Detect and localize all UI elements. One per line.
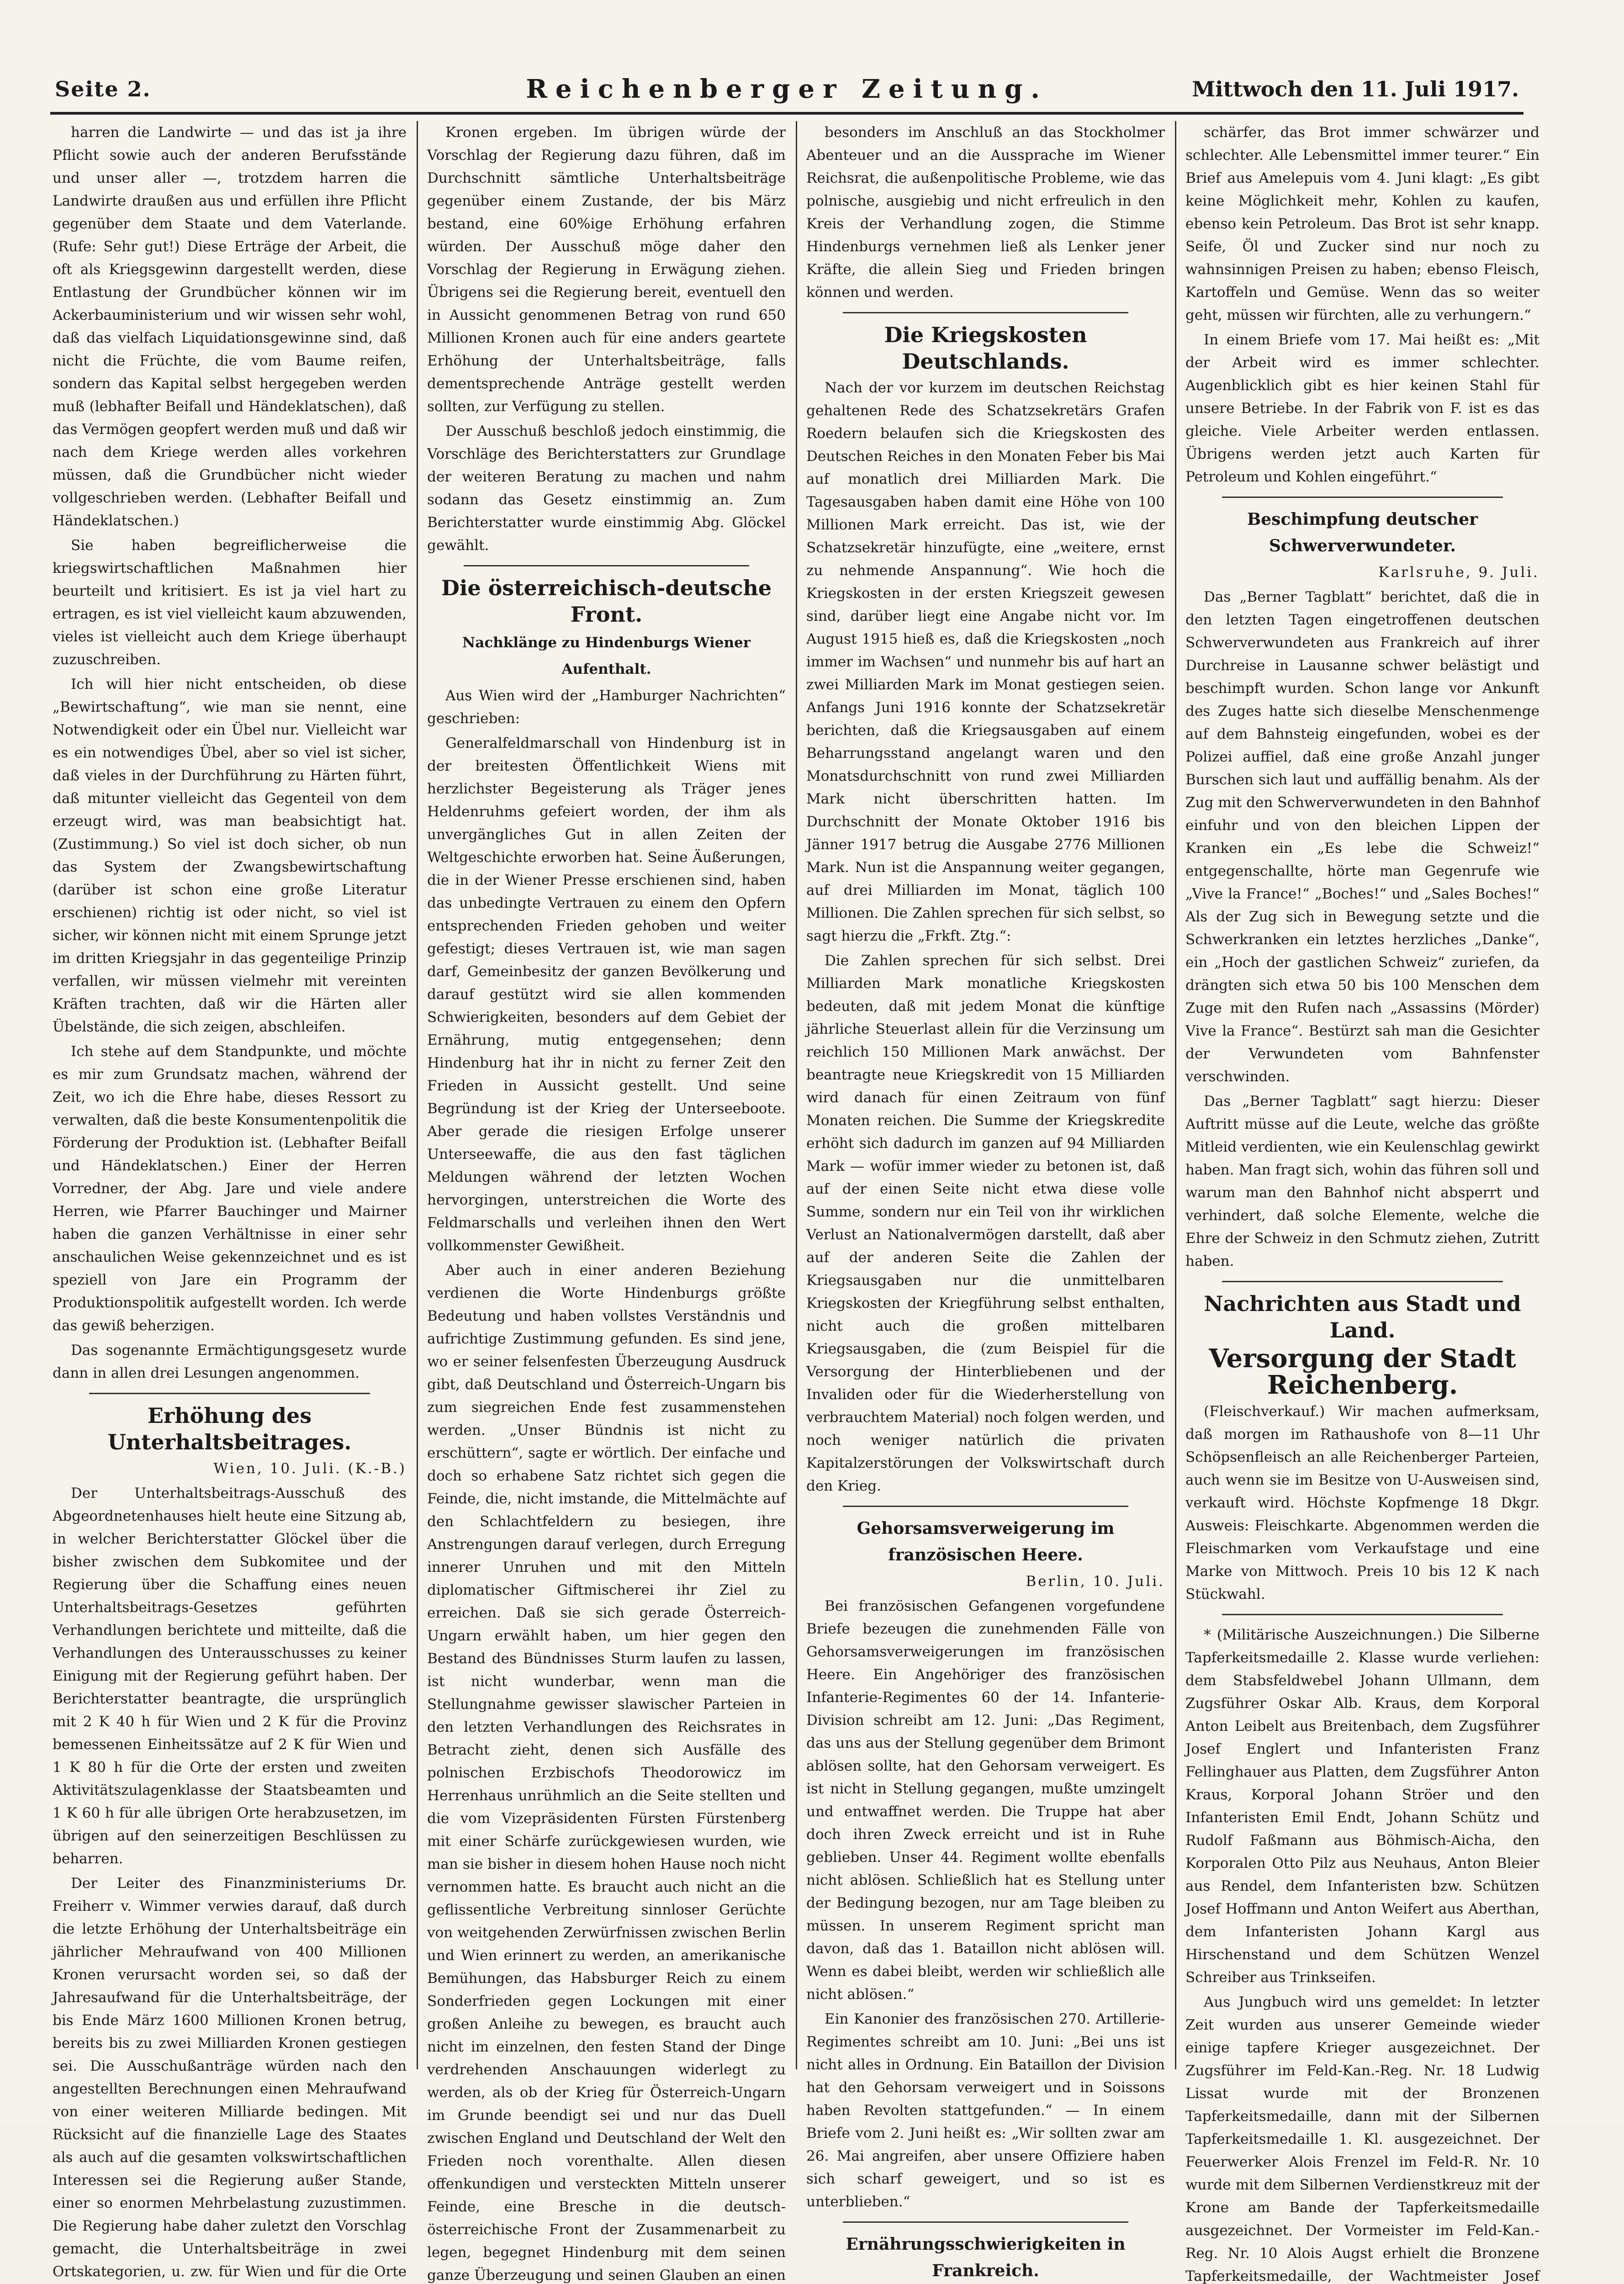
paragraph: In einem Briefe vom 17. Mai heißt es: „Mit der Arbeit wird es immer schlechter. Augenblicklich gibt es hier keinen Stahl für unsere Betriebe. In der Fabrik von F. ist es das gleiche. Viele Arbeiter werden entlassen. Übrigens werden jetzt auch Karten für Petroleum und Kohlen eingeführt.“ [1185,332,1539,485]
column-1 [53,121,407,2280]
column-rule [1175,121,1176,2069]
column-2 [427,121,786,2284]
divider [89,1393,370,1394]
paragraph: Das „Berner Tagblatt“ berichtet, daß die in den letzten Tagen eingetroffenen deutschen Schwerverwundeten aus Frankreich auf ihrer Durchreise in Lausanne schwer belästigt und beschimpft wurden. Schon lange vor Ankunft des Zuges hatte sich dieselbe Menschenmenge auf dem Bahnsteig eingefunden, wobei es der Polizei auffiel, daß eine große Anzahl junger Burschen sich laut und auffällig benahm. Als der Zug mit den Schwerverwundeten in den Bahnhof einfuhr und von den bleichen Lippen der Kranken ein „Es lebe die Schweiz!“ entgegenschallte, hörte man Gegenrufe wie „Vive la France!“ „Boches!“ und „Sales Boches!“ Als der Zug sich in Bewegung setzte und die Schwerkranken ein letztes herzliches „Danke“, ein „Hoch der gastlichen Schweiz“ zuriefen, da drängten sich etwa 50 bis 100 Menschen dem Zuge mit den Rufen nach „Assassins (Mörder) Vive la France“. Bestürzt sah man die Gesichter der Verwundeten vom Bahnfenster verschwinden. [1185,589,1539,1085]
article-title: Die Kriegskosten Deutschlands. [884,323,1087,374]
paragraph: Generalfeldmarschall von Hindenburg ist in der breitesten Öffentlichkeit Wiens mit herzlichster Begeisterung als Träger jenes Heldenruhms gefeiert worden, der ihm als unvergängliches Gut in allen Zeiten der Weltgeschichte erworben hat. Seine Äußerungen, die in der Wiener Presse erschienen sind, haben das unbedingte Vertrauen zu einem den Opfern entsprechenden Frieden gehoben und weiter gefestigt; dieses Vertrauen ist, wie man sagen darf, Gemeinbesitz der ganzen Bevölkerung und darauf gestützt wird sie allen kommenden Schwierigkeiten, besonders auf dem Gebiet der Ernährung, mutig entgegensehen; denn Hindenburg hat ihr in nicht zu ferner Zeit den Frieden in Aussicht gestellt. Und seine Begründung ist der Krieg der Unterseeboote. Aber gerade die riesigen Erfolge unserer Unterseewaffe, die aus den fast täglichen Meldungen während der letzten Wochen hervorgingen, unterstreichen die Worte des Feldmarschalls und verleihen ihnen den Wert vollkommenster Gewißheit. [427,735,786,1254]
article-dateline: Wien, 10. Juli. (K.-B.) [213,1460,407,1477]
paragraph: Nach der vor kurzem im deutschen Reichstag gehaltenen Rede des Schatzsekretärs Grafen Roedern belaufen sich die Kriegskosten des Deutschen Reiches in den Monaten Feber bis Mai auf monatlich drei Milliarden Mark. Die Tagesausgaben haben damit eine Höhe von 100 Millionen Mark erreicht. Das ist, wie der Schatzsekretär hinzufügte, eine „weitere, ernst zu nehmende Anspannung“. Wie hoch die Kriegskosten in der ersten Kriegszeit gewesen sind, darüber liegt eine Angabe nicht vor. Im August 1915 hieß es, daß die Kriegskosten „noch immer im Wachsen“ und nunmehr bis auf hart an zwei Milliarden Mark im Monat gestiegen seien. Anfangs Juni 1916 konnte der Schatzsekretär berichten, daß die Kriegsausgaben auf einem Beharrungsstand angelangt waren und den Monatsdurchschnitt von rund zwei Milliarden Mark nicht überschritten hatten. Im Durchschnitt der Monate Oktober 1916 bis Jänner 1917 betrug die Ausgabe 2776 Millionen Mark. Nun ist die Anspannung weiter gegangen, auf drei Milliarden im Monat, täglich 100 Millionen. Die Zahlen sprechen für sich selbst, so sagt hierzu die „Frkft. Ztg.“: [806,380,1165,944]
paragraph: Der Leiter des Finanzministeriums Dr. Freiherr v. Wimmer verwies darauf, daß durch die letzte Erhöhung der Unterhaltsbeiträge ein jährlicher Mehraufwand von 400 Millionen Kronen verursacht worden sei, so daß der Jahresaufwand für die Unterhaltsbeiträge, der bis Ende März 1600 Millionen Kronen betrug, bereits bis zu zwei Milliarden Kronen gestiegen sei. Die Ausschußanträge würden nach den angestellten Berechnungen einen Mehraufwand von einer weiteren Milliarde bedingen. Mit Rücksicht auf die finanzielle Lage des Staates als auch auf die gesamten volkswirtschaftlichen Interessen sei die Regierung außer Stande, einer so enormen Mehrbelastung zuzustimmen. Die Regierung habe daher zuletzt den Vorschlag gemacht, die Unterhaltsbeiträge in zwei Ortskategorien, u. zw. für Wien und für die Orte [53,1875,407,2280]
paragraph: schärfer, das Brot immer schwärzer und schlechter. Alle Lebensmittel immer teurer.“ Ein Brief aus Amelepuis vom 4. Juni klagt: „Es gibt keine Möglichkeit mehr, Kohlen zu kaufen, ebenso kein Petroleum. Das Brot ist sehr knapp. Seife, Öl und Zucker sind nur noch zu wahnsinnigen Preisen zu haben; ebenso Fleisch, Kartoffeln und Gemüse. Wenn das so weiter geht, müssen wir fürchten, alle zu verhungern.“ [1185,124,1539,323]
divider [1222,1614,1503,1615]
column-4 [1185,121,1539,2284]
divider [843,2221,1128,2223]
article-title: Gehorsamsverweigerung im französischen Heere. [857,1519,1115,1565]
paragraph: * (Militärische Auszeichnungen.) Die Silberne Tapferkeitsmedaille 2. Klasse wurde verliehen: dem Stabsfeldwebel Johann Ullmann, dem Zugsführer Oskar Alb. Kraus, dem Korporal Anton Leibelt aus Breitenbach, dem Zugsführer Josef Englert und Infanteristen Franz Fellinghauer aus Platten, dem Zugsführer Anton Kraus, Korporal Johann Ströer und den Infanteristen Emil Endt, Johann Schütz und Rudolf Faßmann aus Böhmisch-Aicha, den Korporalen Otto Pilz aus Neuhaus, Anton Bleier aus Rendel, dem Infanteristen bzw. Schützen Josef Hoffmann und Anton Weifert aus Aberthan, dem Infanteristen Johann Kargl aus Hirschenstand und dem Schützen Wenzel Schreiber aus Trinkseifen. [1185,1627,1539,1986]
article-title: Die österreichisch-deutsche Front. [441,576,772,627]
paragraph: Kronen ergeben. Im übrigen würde der Vorschlag der Regierung dazu führen, daß im Durchschnitt sämtliche Unterhaltsbeiträge gegenüber einem Zustande, der bis März bestand, eine 60%ige Erhöhung erfahren würden. Der Ausschuß möge daher den Vorschlag der Regierung in Erwägung ziehen. Übrigens sei die Regierung bereit, eventuell den in Aussicht genommenen Betrag von rund 650 Millionen Kronen auch für eine anders geartete Erhöhung der Unterhaltsbeiträge, falls dementsprechende Anträge gestellt werden sollten, zur Verfügung zu stellen. [427,124,786,415]
paragraph: harren die Landwirte — und das ist ja ihre Pflicht sowie auch der anderen Berufsstände und unser aller —, trotzdem harren die Landwirte draußen aus und erfüllen ihre Pflicht gegenüber dem Staate und dem Vaterlande. (Rufe: Sehr gut!) Diese Erträge der Arbeit, die oft als Kriegsgewinn dargestellt werden, diese Entlastung der Grundbücher können wir im Ackerbauministerium und wir wissen sehr wohl, daß das vielfach Liquidationsgewinne sind, daß nicht die Früchte, die vom Baume reifen, sondern das Kapital selbst hergegeben werden muß (lebhafter Beifall und Händeklatschen), daß das Vermögen geopfert werden muß und daß wir nach dem Kriege werden alles vorkehren müssen, daß die Grundbücher nicht wieder vollgeschrieben werden. (Lebhafter Beifall und Händeklatschen.) [53,124,407,529]
page-header [50,69,1523,115]
article-title: Beschimpfung deutscher Schwerverwundeter. [1247,510,1478,555]
paragraph: besonders im Anschluß an das Stockholmer Abenteuer und an die Aussprache im Wiener Reichsrat, die außenpolitische Probleme, wie das polnische, ausgiebig und nicht erfreulich in den Kreis der Verhandlung zogen, die Stimme Hindenburgs vernehmen ließ als Lenker jener Kräfte, die allein Sieg und Frieden bringen können und werden. [806,124,1165,301]
paragraph: Aus Jungbuch wird uns gemeldet: In letzter Zeit wurden aus unserer Gemeinde wieder einige tapfere Krieger ausgezeichnet. Der Zugsführer im Feld-Kan.-Reg. Nr. 18 Ludwig Lissat wurde mit der Bronzenen Tapferkeitsmedaille, dann mit der Silbernen Tapferkeitsmedaille 1. Kl. ausgezeichnet. Der Feuerwerker Alois Frenzel im Feld-R. Nr. 10 wurde mit dem Silbernen Verdienstkreuz mit der Krone am Bande der Tapferkeitsmedaille ausgezeichnet. Der Vormeister im Feld-Kan.-Reg. Nr. 10 Alois Augst erhielt die Bronzene Tapferkeitsmedaille, der Wachtmeister Josef [1185,1994,1539,2284]
column-3 [806,121,1165,2280]
article-dateline: Karlsruhe, 9. Juli. [1378,564,1539,581]
issue-date: Mittwoch den 11. Juli 1917. [1192,77,1519,101]
article-title: Ernährungsschwierigkeiten in Frankreich. [846,2235,1126,2280]
page-number: Seite 2. [55,77,151,101]
paragraph: (Fleischverkauf.) Wir machen aufmerksam, daß morgen im Rathaushofe von 8—11 Uhr Schöpsenfleisch an alle Reichenberger Parteien, auch wenn sie im Besitze von U-Ausweisen sind, verkauft wird. Höchste Kopfmenge 18 Dkgr. Ausweis: Fleischkarte. Abgenommen werden die Fleischmarken vom Verkaufstage und eine Marke von Mittwoch. Preis 10 bis 12 K nach Stückwahl. [1185,1403,1539,1602]
paragraph: Die Zahlen sprechen für sich selbst. Drei Milliarden Mark monatliche Kriegskosten bedeuten, daß mit jedem Monat die künftige jährliche Steuerlast allein für die Verzinsung um reichlich 150 Millionen Mark anwächst. Der beantragte neue Kriegskredit von 15 Milliarden wird danach für einen Zeitraum von fünf Monaten reichen. Die Summe der Kriegskredite erhöht sich dadurch im ganzen auf 94 Milliarden Mark — wofür immer wieder zu betonen ist, daß auf der einen Seite nicht etwa diese volle Summe, sondern nur ein Teil von ihr wirklichen Verlust an Nationalvermögen darstellt, daß aber auf der anderen Seite die Zahlen der Kriegsausgaben nur die unmittelbaren Kriegskosten der Kriegführung selbst enthalten, nicht auch die großen mittelbaren Kriegsausgaben, die (zum Beispiel für die Versorgung der Hinterbliebenen und der Invaliden oder für die Wiederherstellung von verbrauchtem Material) noch folgen werden, und noch weniger natürlich die privaten Kapitalzerstörungen der Volkswirtschaft durch den Krieg. [806,952,1165,1494]
paragraph: Aber auch in einer anderen Beziehung verdienen die Worte Hindenburgs größte Bedeutung und haben vollstes Verständnis und aufrichtige Zustimmung gefunden. Es sind jene, wo er seiner felsenfesten Überzeugung Ausdruck gibt, daß Deutschland und Österreich-Ungarn bis zum siegreichen Ende fest zusammenstehen werden. „Unser Bündnis ist nicht zu erschüttern“, sagte er wörtlich. Der einfache und doch so erhabene Satz richtet sich gegen die Feinde, die, nicht imstande, die Mittelmächte auf den Schlachtfeldern zu besiegen, ihre Anstrengungen darauf verlegen, durch Erregung innerer Unruhen und mit den Mitteln diplomatischer Giftmischerei ihr Ziel zu erreichen. Daß sie sich gerade Österreich-Ungarn erwählt haben, um hier gegen den Bestand des Bündnisses Sturm laufen zu lassen, ist nicht wunderbar, wenn man die Stellungnahme gewisser slawischer Parteien in den letzten Verhandlungen des Reichsrates in Betracht zieht, denen sich Ausfälle des polnischen Erzbischofs Theodorowicz im Herrenhaus unrühmlich an die Seite stellten und die vom Vizepräsidenten Fürsten Fürstenberg mit einer Schärfe zurückgewiesen wurden, wie man sie bisher in diesem hohen Hause noch nicht vernommen hatte. Es braucht auch nicht an die geflissentliche Verbreitung sinnloser Gerüchte von weitgehenden Zerwürfnissen zwischen Berlin und Wien erinnert zu werden, an amerikanische Bemühungen, das Habsburger Reich zu einem Sonderfrieden gegen Lockungen mit einer großen Anleihe zu bewegen, es braucht auch nicht im einzelnen, den festen Stand der Dinge verdrehenden Anschauungen widerlegt zu werden, als ob der Krieg für Österreich-Ungarn im Grunde beendigt sei und nur das Duell zwischen England und Deutschland der Welt den Frieden noch vorenthalte. Allen diesen offenkundigen und versteckten Mitteln unserer Feinde, eine Bresche in die deutsch-österreichische Front der Zusammenarbeit zu legen, begegnet Hindenburg mit dem seinen ganze Überzeugung und seinen Glauben an einen [427,1262,786,2284]
article-title: Versorgung der Stadt Reichenberg. [1209,1343,1516,1400]
paragraph: Aus Wien wird der „Hamburger Nachrichten“ geschrieben: [427,687,786,727]
paragraph: Ich will hier nicht entscheiden, ob diese „Bewirtschaftung“, wie man sie nennt, eine Notwendigkeit oder ein Übel nur. Vielleicht war es ein notwendiges Übel, aber so viel ist sicher, daß vieles in der Durchführung zu Härten führt, daß mitunter vielleicht das Gegenteil von dem erzeugt wird, was man beabsichtigt hat. (Zustimmung.) So viel ist doch sicher, ob nun das System der Zwangsbewirtschaftung (darüber ist schon eine große Literatur erschienen) richtig ist oder nicht, so viel ist sicher, wir können nicht mit einem Sprunge jetzt im dritten Kriegsjahr in das gegenteilige Prinzip verfallen, wir müssen vielmehr mit vereinten Kräften trachten, daß wir die Härten aller Übelstände, die sich zeigen, abschleifen. [53,676,407,1035]
paragraph: Das sogenannte Ermächtigungsgesetz wurde dann in allen drei Lesungen angenommen. [53,1342,407,1381]
paragraph: Der Unterhaltsbeitrags-Ausschuß des Abgeordnetenhauses hielt heute eine Sitzung ab, in welcher Berichterstatter Glöckel über die bisher zwischen dem Subkomitee und der Regierung über die Schaffung eines neuen Unterhaltsbeitrags-Gesetzes geführten Verhandlungen berichtete und mitteilte, daß die Verhandlungen des Unterausschusses zu keiner Einigung mit der Regierung geführt haben. Der Berichterstatter beantragte, die ursprünglich mit 2 K 40 h für Wien und 2 K für die Provinz bemessenen Einheitssätze auf 2 K für Wien und 1 K 80 h für die Orte der ersten und zweiten Aktivitätszulagenklasse der Staatsbeamten und 1 K 60 h für alle übrigen Orte herabzusetzen, im übrigen auf den seinerzeitigen Beschlüssen zu beharren. [53,1485,407,1867]
divider [843,312,1128,313]
divider [1222,1281,1503,1282]
paragraph: Ich stehe auf dem Standpunkte, und möchte es mir zum Grundsatz machen, während der Zeit, wo ich die Ehre habe, dieses Ressort zu verwalten, daß die beste Konsumentenpolitik die Förderung der Produktion ist. (Lebhafter Beifall und Händeklatschen.) Einer der Herren Vorredner, der Abg. Jare und viele andere Herren, wie Pfarrer Bauchinger und Mairner haben die ganzen Verhältnisse in einer sehr anschaulichen Weise gekennzeichnet und es ist speziell von Jare ein Programm der Produktionspolitik aufgestellt worden. Ich werde das gewiß beherzigen. [53,1043,407,1334]
paragraph: Sie haben begreiflicherweise die kriegswirtschaftlichen Maßnahmen hier beurteilt und kritisiert. Es ist ja viel hart zu ertragen, es ist viel vielleicht kaum abzuwenden, vieles ist vielleicht auch dem Kriege überhaupt zuzuschreiben. [53,537,407,668]
section-title: Nachrichten aus Stadt und Land. [1204,1291,1521,1343]
paragraph: Das „Berner Tagblatt“ sagt hierzu: Dieser Auftritt müsse auf die Leute, welche das größte Mitleid verdienten, wie ein Keulenschlag gewirkt haben. Man fragt sich, wohin das führen soll und warum man den Bahnhof nicht absperrt und verhindert, daß solche Elemente, welche die Ehre der Schweiz in den Schmutz ziehen, Zutritt haben. [1185,1093,1539,1269]
article-subtitle: Nachklänge zu Hindenburgs Wiener Aufenthalt. [462,634,751,677]
paragraph: Ein Kanonier des französischen 270. Artillerie-Regimentes schreibt am 10. Juni: „Bei uns ist nicht alles in Ordnung. Ein Bataillon der Division hat den Gehorsam verweigert und in Soissons haben Revolten stattgefunden.“ — In einem Briefe vom 2. Juni heißt es: „Wir sollten zwar am 26. Mai angreifen, aber unsere Offiziere haben sich scharf geweigert, und so ist es unterblieben.“ [806,2011,1165,2210]
column-rule [417,121,418,2069]
newspaper-title: Reichenberger Zeitung. [526,74,1048,104]
divider [1222,497,1503,498]
article-dateline: Berlin, 10. Juli. [1026,1573,1165,1590]
paragraph: Der Ausschuß beschloß jedoch einstimmig, die Vorschläge des Berichterstatters zur Grundlage der weiteren Beratung zu machen und nahm sodann das Gesetz einstimmig an. Zum Berichterstatter wurde einstimmig Abg. Glöckel gewählt. [427,423,786,554]
article-title: Erhöhung des Unterhaltsbeitrages. [107,1403,352,1454]
divider [843,1506,1128,1507]
paragraph: Bei französischen Gefangenen vorgefundene Briefe bezeugen die zunehmenden Fälle von Gehorsamsverweigerungen im französischen Heere. Ein Angehöriger des französischen Infanterie-Regimentes 60 der 14. Infanterie-Division schreibt am 12. Juni: „Das Regiment, das uns aus der Stellung gegenüber dem Brimont ablösen sollte, hat den Gehorsam verweigert. Es ist nicht in Stellung gegangen, mußte umzingelt und entwaffnet werden. Die Truppe hat aber doch ihren Zweck erreicht und ist in Ruhe geblieben. Unser 44. Regiment wollte ebenfalls nicht ablösen. Schließlich hat es Stellung unter der Bedingung bezogen, nur am Tage bleiben zu müssen. In unserem Regiment spricht man davon, daß das 1. Bataillon nicht ablösen will. Wenn es dabei bleibt, werden wir schließlich alle nicht ablösen.“ [806,1598,1165,2003]
column-rule [796,121,797,2069]
divider [464,565,749,566]
